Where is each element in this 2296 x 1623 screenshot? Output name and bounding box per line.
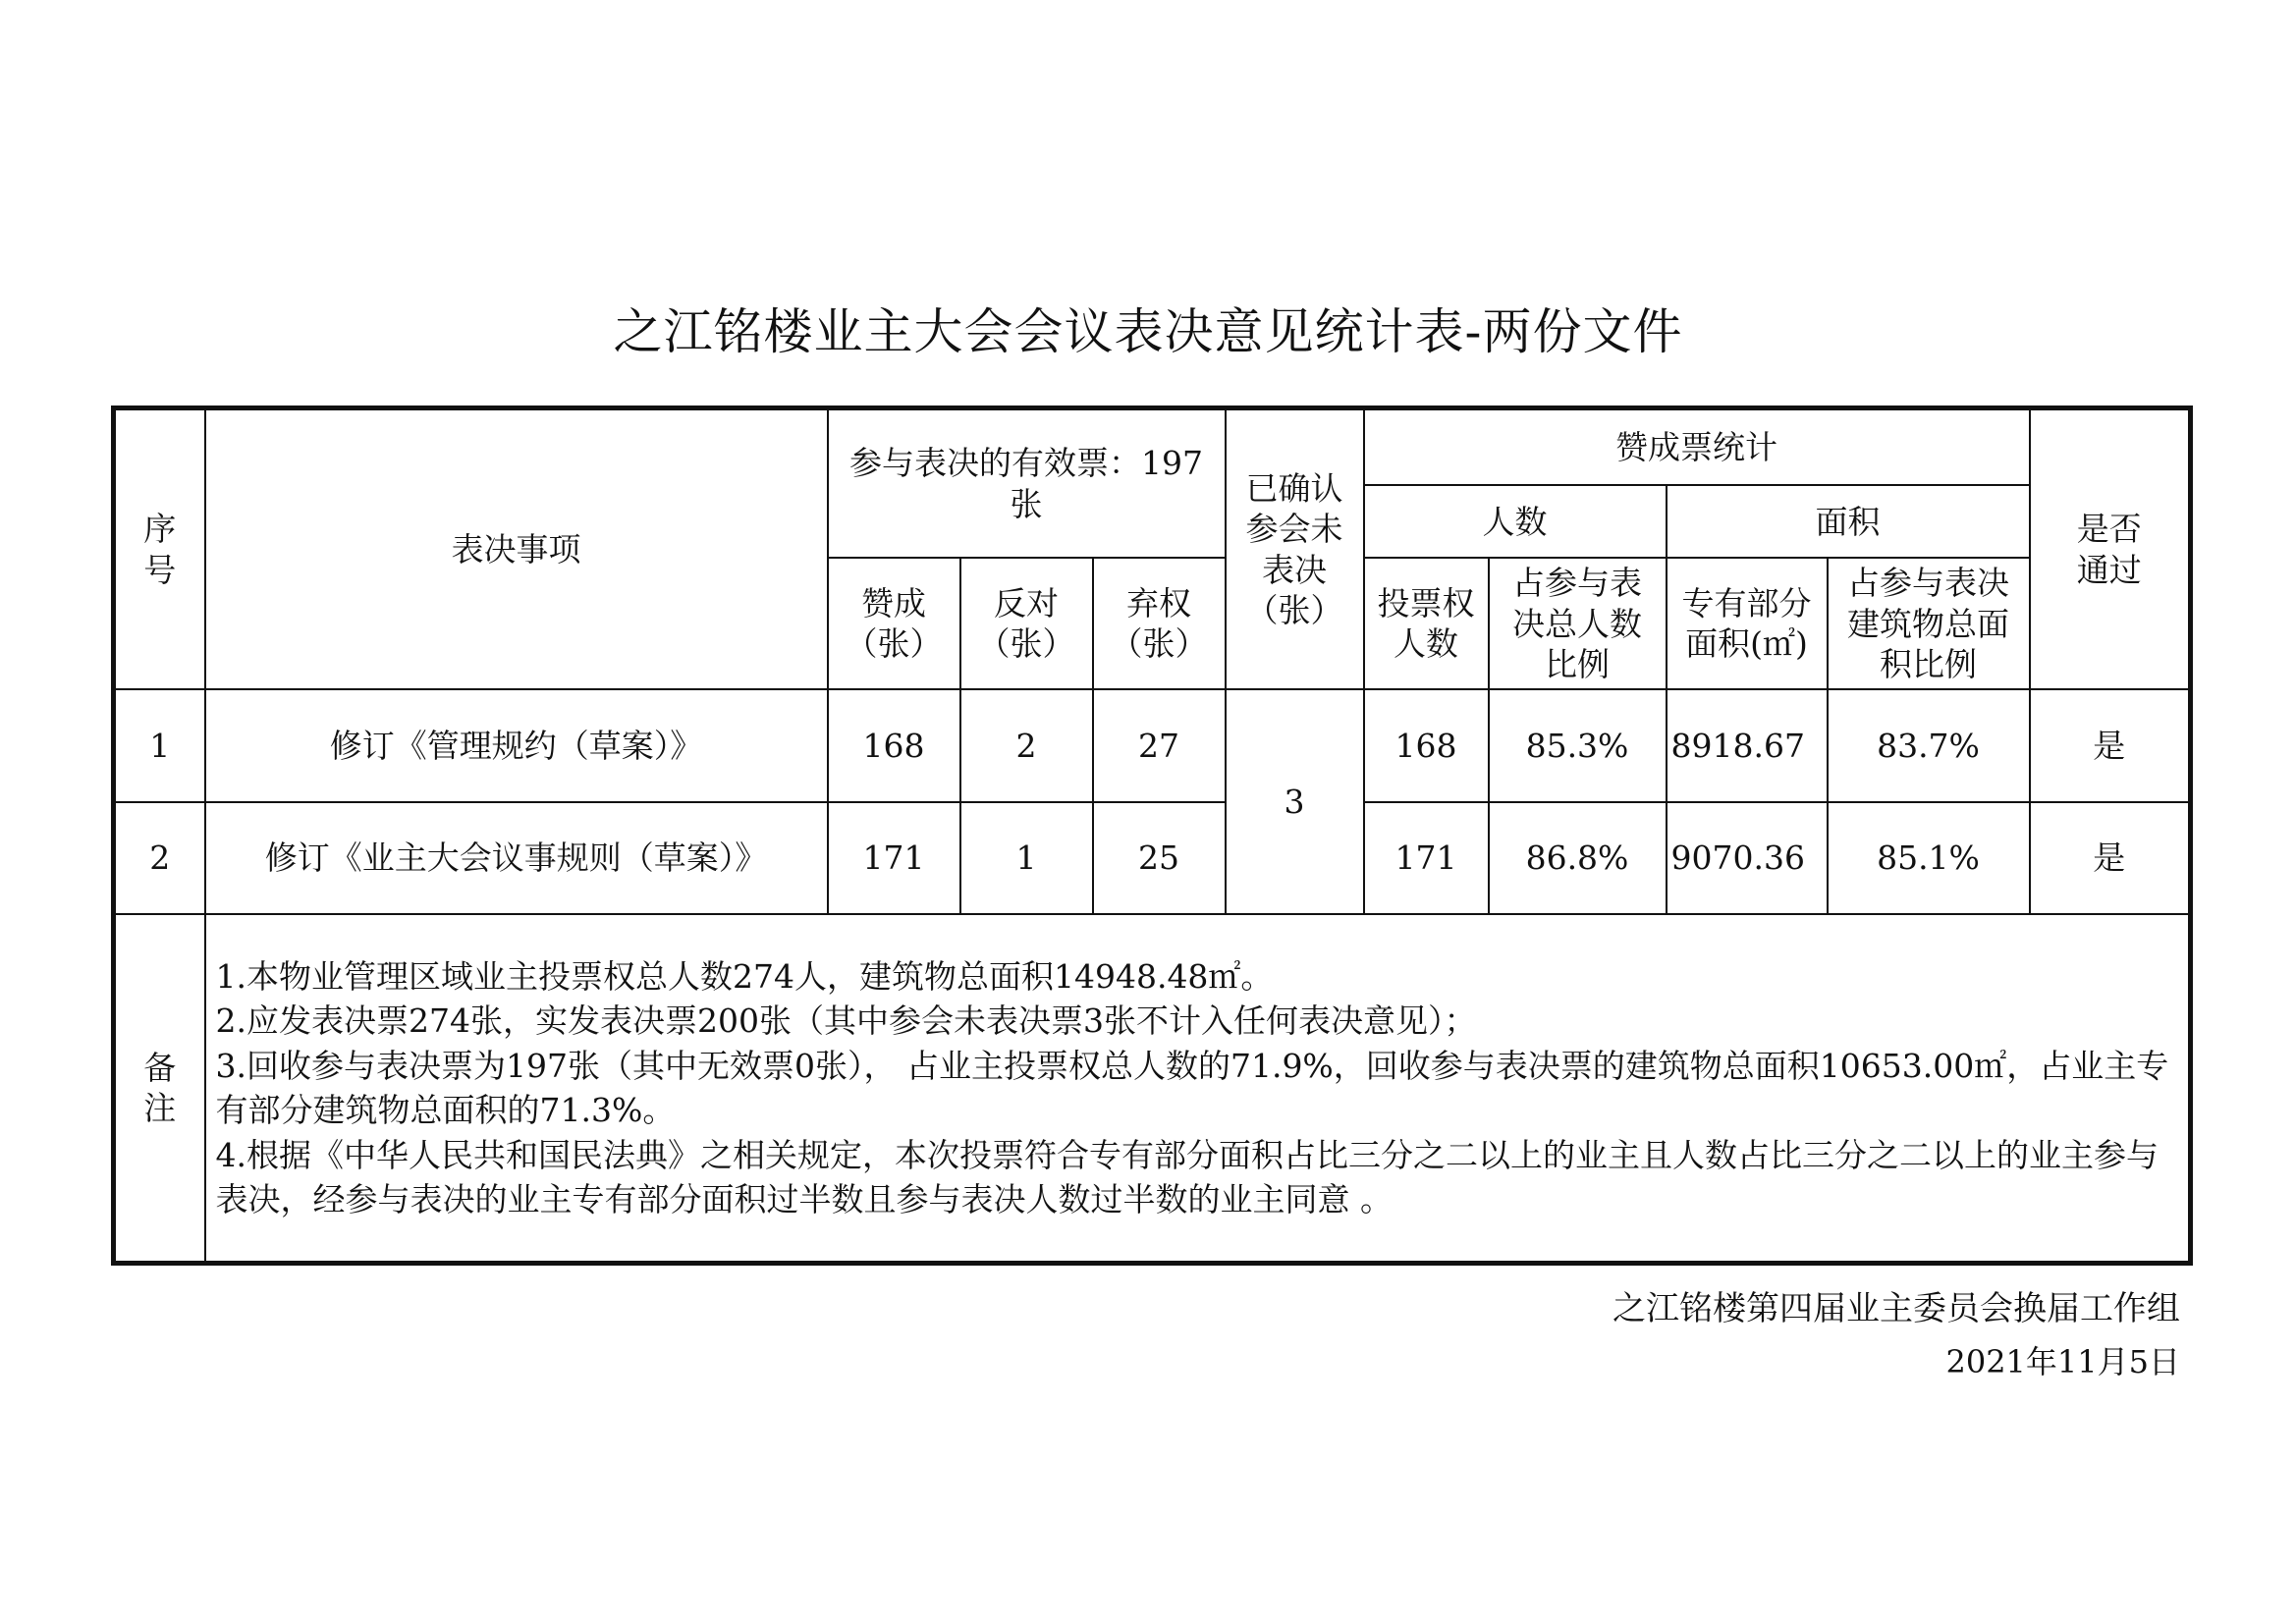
- row-area-ratio: 83.7%: [1828, 689, 2030, 802]
- row-seq: 2: [114, 802, 205, 915]
- row-item: 修订《业主大会议事规则（草案）》: [205, 802, 828, 915]
- header-seq: 序号: [114, 408, 205, 690]
- header-abstain: 弃权（张）: [1093, 558, 1226, 689]
- header-oppose: 反对（张）: [960, 558, 1093, 689]
- note-line: 2.应发表决票274张，实发表决票200张（其中参会未表决票3张不计入任何表决意见）；: [215, 1001, 1477, 1041]
- row-approve: 171: [828, 802, 960, 915]
- page-title: 之江铭楼业主大会会议表决意见统计表-两份文件: [613, 303, 1683, 360]
- row-approve: 168: [828, 689, 960, 802]
- row-exclusive-area: 9070.36: [1667, 802, 1828, 915]
- row-oppose: 1: [960, 802, 1093, 915]
- footer-date: 2021年11月5日: [1945, 1343, 2180, 1380]
- header-approve: 赞成（张）: [828, 558, 960, 689]
- row-passed: 是: [2030, 802, 2191, 915]
- row-area-ratio: 85.1%: [1828, 802, 2030, 915]
- row-passed: 是: [2030, 689, 2191, 802]
- table-row: [114, 802, 2191, 915]
- confirmed-not-voted: 3: [1226, 689, 1364, 914]
- header-valid-votes: 参与表决的有效票：197张: [828, 408, 1226, 559]
- notes-block: [205, 914, 2191, 1263]
- header-passed: 是否通过: [2030, 408, 2191, 690]
- row-exclusive-area: 8918.67: [1667, 689, 1828, 802]
- vote-statistics-table: [111, 406, 2193, 1266]
- row-abstain: 27: [1093, 689, 1226, 802]
- header-approve-stats: 赞成票统计: [1364, 408, 2030, 485]
- table-row: [114, 689, 2191, 802]
- row-item: 修订《管理规约（草案）》: [205, 689, 828, 802]
- header-exclusive-area: 专有部分面积(㎡): [1667, 558, 1828, 689]
- row-people-ratio: 85.3%: [1489, 689, 1667, 802]
- header-area-ratio: 占参与表决建筑物总面积比例: [1828, 558, 2030, 689]
- header-item: 表决事项: [205, 408, 828, 690]
- note-line: 4.根据《中华人民共和国民法典》之相关规定，本次投票符合专有部分面积占比三分之二以上的业主且人数占比三分之二以上的业主参与表决，经参与表决的业主专有部分面积过半数且参与表决人数过半数的业主同意 。: [215, 1135, 2159, 1219]
- header-voting-people: 投票权人数: [1364, 558, 1489, 689]
- header-people: 人数: [1364, 485, 1667, 558]
- header-people-ratio: 占参与表决总人数比例: [1489, 558, 1667, 689]
- row-voting-people: 171: [1364, 802, 1489, 915]
- note-line: 1.本物业管理区域业主投票权总人数274人，建筑物总面积14948.48㎡。: [215, 956, 1274, 996]
- row-seq: 1: [114, 689, 205, 802]
- row-abstain: 25: [1093, 802, 1226, 915]
- row-voting-people: 168: [1364, 689, 1489, 802]
- footer-organization: 之江铭楼第四届业主委员会换届工作组: [1613, 1289, 2180, 1328]
- row-people-ratio: 86.8%: [1489, 802, 1667, 915]
- notes-label: 备注: [114, 914, 205, 1263]
- note-line: 3.回收参与表决票为197张（其中无效票0张）， 占业主投票权总人数的71.9%，回收参与表决票的建筑物总面积10653.00㎡，占业主专有部分建筑物总面积的71.3%。: [215, 1046, 2169, 1130]
- row-oppose: 2: [960, 689, 1093, 802]
- header-confirmed: 已确认参会未表决（张）: [1226, 408, 1364, 690]
- header-area: 面积: [1667, 485, 2030, 558]
